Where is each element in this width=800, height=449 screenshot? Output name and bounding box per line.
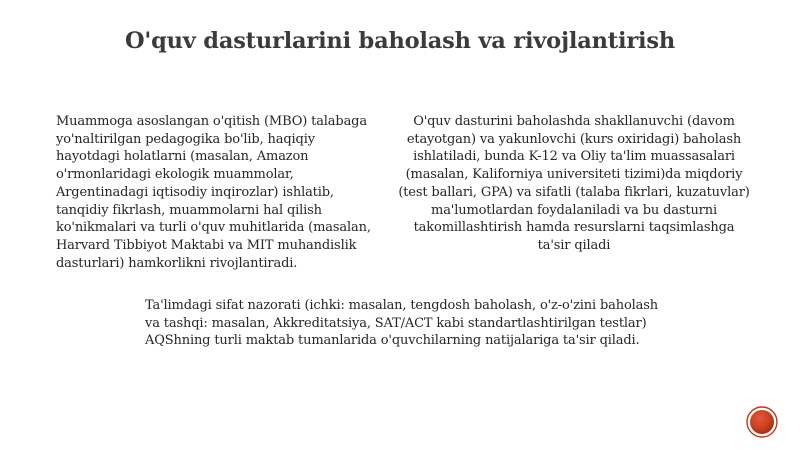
left-paragraph: Muammoga asoslangan o'qitish (MBO) talabaga yo'naltirilgan pedagogika bo'lib, haqiqiy hayotdagi holatlarni (masalan, Amazon o'rmonlaridagi ekologik muammolar, Argentinadagi iqtisodiy inqirozlar) ishlatib, tanqidiy fikrlash, muammolarni hal qilish ko'nikmalari va turli o'quv muhitlarida (masalan, Harvard Tibbiyot Maktabi va MIT muhandislik dasturlari) hamkorlikni rivojlantiradi.: [56, 114, 371, 271]
circle-button-icon: [746, 406, 778, 438]
bottom-paragraph: Ta'limdagi sifat nazorati (ichki: masalan, tengdosh baholash, o'z-o'zini baholash va tashqi: masalan, Akkreditatsiya, SAT/ACT kabi standartlashtirilgan testlar) AQShning turli maktab tumanlarida o'quvchilarning natijalariga ta'sir qiladi.: [145, 298, 659, 349]
right-paragraph: O'quv dasturini baholashda shakllanuvchi (davom etayotgan) va yakunlovchi (kurs oxiridagi) baholash ishlatiladi, bunda K-12 va Oliy ta'lim muassasalari (masalan, Kaliforniya universiteti tizimi)da miqdoriy (test ballari, GPA) va sifatli (talaba fikrlari, kuzatuvlar) ma'lumotlardan foydalaniladi va bu dasturni takomillashtirish hamda resurslarni taqsimlashga ta'sir qiladi: [398, 114, 750, 253]
next-slide-button[interactable]: [746, 406, 778, 438]
slide-title: O'quv dasturlarini baholash va rivojlantirish: [125, 28, 675, 54]
